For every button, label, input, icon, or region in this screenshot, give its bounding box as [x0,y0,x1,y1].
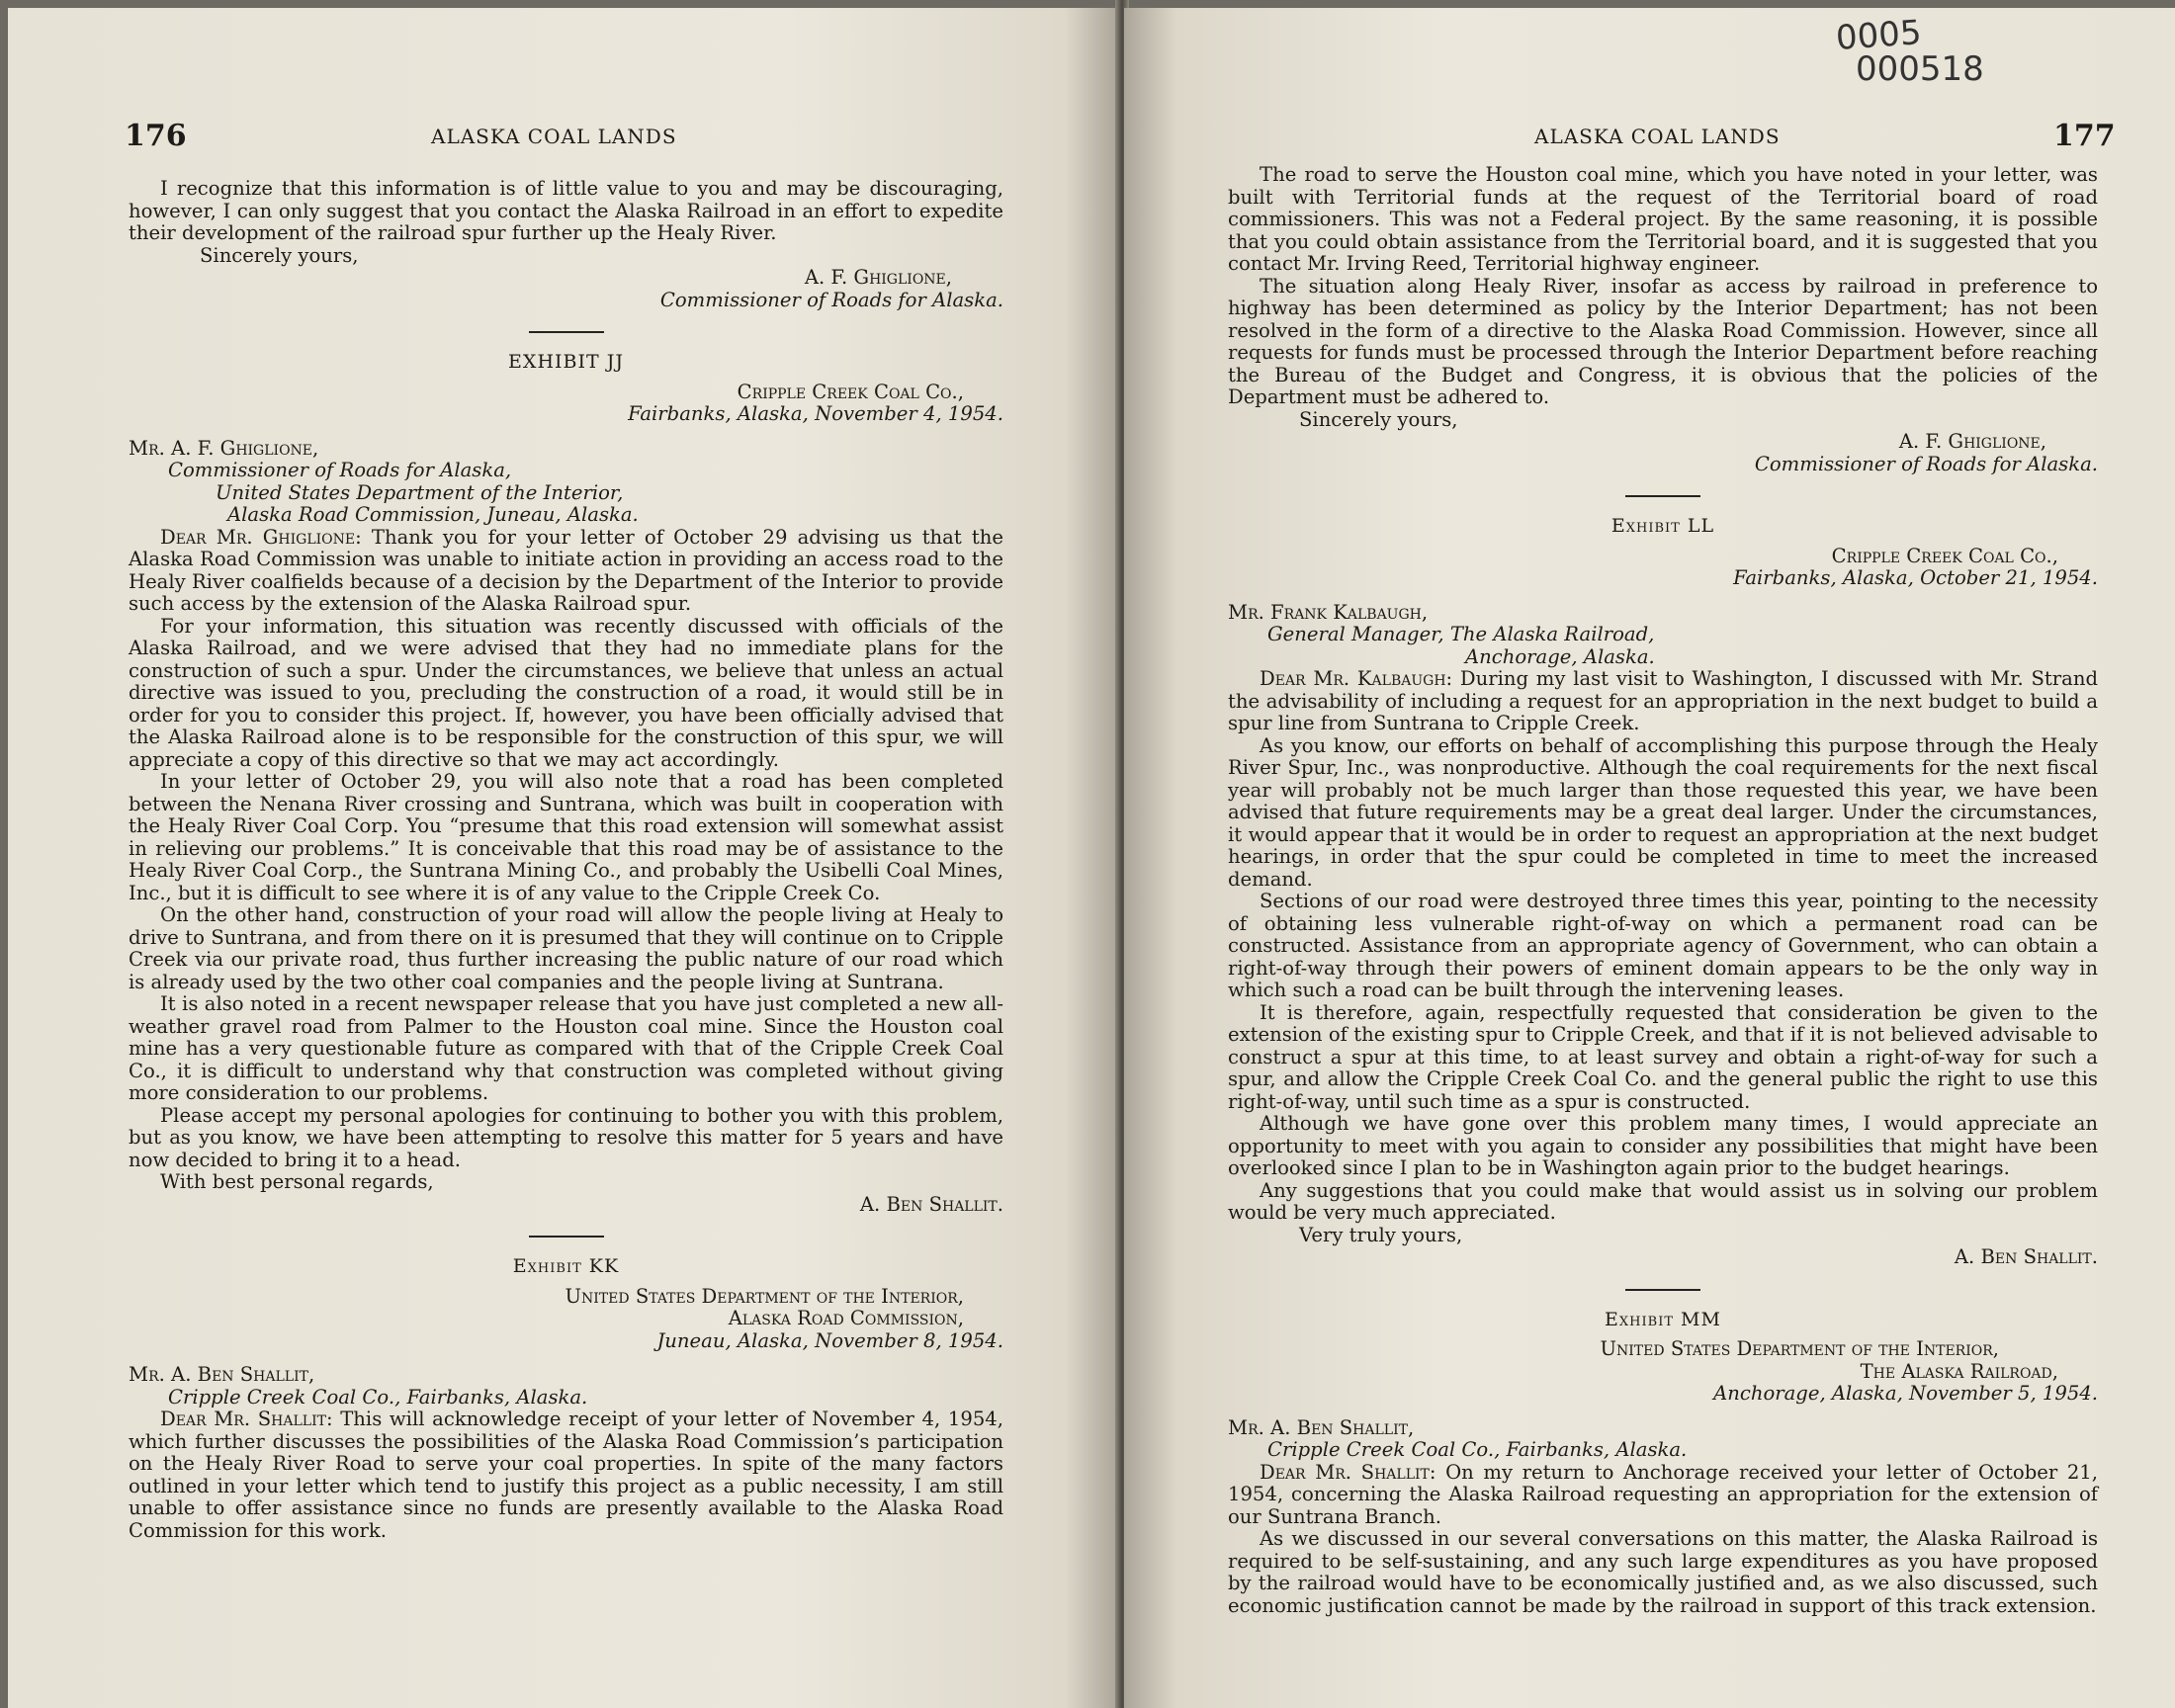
intro-paragraph: I recognize that this information is of little value to you and may be discouraging, however, I can only suggest that you contact the Alaska Railroad in an effort to expedite their development of the railroad spur further up the Healy River. [129,177,1003,244]
signer: A. Ben Shallit. [1954,1245,2098,1268]
signer-name: A. F. Ghiglione, [1898,430,2046,453]
running-head: ALASKA COAL LANDS [1534,125,1781,148]
letter-date: Juneau, Alaska, November 8, 1954. [656,1328,1003,1352]
handwritten-number: 000518 [1856,49,1984,89]
letter-paragraph: On the other hand, construction of your road will allow the people living at Healy to drive to Suntrana, and from there on it is presumed that they will continue on to Cripple Creek via our private road, thus further increasing the public nature of our road which is already used by the two other coal companies and the people living at Suntrana. [129,903,1003,993]
letter-paragraph [1228,1462,2098,1529]
address-line: Cripple Creek Coal Co., Fairbanks, Alaska. [168,1385,588,1409]
addressee: Mr. A. F. Ghiglione, [129,436,319,460]
letter-paragraph: The road to serve the Houston coal mine, which you have noted in your letter, was built with Territorial funds at the request of the Territorial board of road commissioners. This was not a Federal project. By the same reasoning, it is possible that you could obtain assistance from the Territorial board, and it is suggested that you contact Mr. Irving Reed, Territorial highway engineer. [1228,163,2098,275]
salutation: Dear Mr. Ghiglione: [160,525,362,549]
left-page [8,8,1120,1708]
letter-paragraph: It is also noted in a recent newspaper release that you have just completed a new all-weather gravel road from Palmer to the Houston coal mine. Since the Houston coal mine has a very questionable future as compared with that of the Cripple Creek Coal Co., it is difficult to understand why that construction was completed without giving more consideration to our problems. [129,992,1003,1104]
signer: A. Ben Shallit. [859,1192,1003,1216]
letter-date: Fairbanks, Alaska, November 4, 1954. [628,402,1003,425]
letter-paragraph: As you know, our efforts on behalf of accomplishing this purpose through the Healy River Spur, Inc., was nonproductive. Although the coal requirements for the next fiscal year will probably not be much larger than those requested this year, we have been advised that future requirements may be a great deal larger. Under the circumstances, it would appear that it would be in order to request an appropriation at the next budget hearings, in order that the spur could be completed in time to meet the increased demand. [1228,733,2098,891]
right-column [1228,164,2098,1617]
letter-text: On my return to Anchorage received your letter of October 21, 1954, concerning the Alaska Railroad requesting an appropriation for the extension of our Suntrana Branch. [1228,1460,2098,1528]
right-page [1124,8,2175,1708]
letter-paragraph [129,1409,1003,1542]
page-number: 176 [125,119,187,153]
closing: Sincerely yours, [200,243,359,267]
addressee: Mr. A. Ben Shallit, [129,1363,315,1386]
address-line: Commissioner of Roads for Alaska, [168,459,512,481]
letter-paragraph: Any suggestions that you could make that would assist us in solving our problem would be very much appreciated. [1228,1178,2098,1224]
salutation: Dear Mr. Shallit: [1260,1460,1436,1484]
closing: Very truly yours, [1299,1223,1463,1246]
exhibit-title: EXHIBIT JJ [508,351,624,373]
closing: With best personal regards, [160,1170,434,1193]
divider [529,1236,604,1238]
letter-from: The Alaska Railroad, [1860,1359,2058,1383]
page-number: 177 [2053,119,2116,153]
salutation: Dear Mr. Shallit: [160,1408,333,1430]
letter-text: This will acknowledge receipt of your letter of November 4, 1954, which further discusses the possibilities of the Alaska Road Commission’s participation on the Healy River Road to serve your coal properties. In spite of the many factors outlined in your letter which tend to justify this project as a public necessity, I am still unable to offer assistance since no funds are presently available to the Alaska Road Commission for this work. [129,1408,1003,1542]
addressee: Mr. A. Ben Shallit, [1228,1415,1415,1439]
salutation: Dear Mr. Kalbaugh: [1260,667,1453,690]
letter-date: Fairbanks, Alaska, October 21, 1954. [1733,566,2098,589]
address-line: United States Department of the Interior, [216,480,624,504]
letter-from: United States Department of the Interior, [565,1284,964,1308]
letter-date: Anchorage, Alaska, November 5, 1954. [1713,1382,2098,1405]
divider [1625,495,1700,497]
letter-from: Alaska Road Commission, [728,1307,964,1329]
letter-paragraph [129,527,1003,616]
letter-paragraph: Please accept my personal apologies for continuing to bother you with this problem, but as you know, we have been attempting to resolve this matter for 5 years and have now decided to bring it to a head. [129,1103,1003,1171]
addressee: Mr. Frank Kalbaugh, [1228,600,1429,624]
address-line: Alaska Road Commission, Juneau, Alaska. [227,503,639,526]
signer-title: Commissioner of Roads for Alaska. [1754,452,2098,475]
letter-paragraph: Sections of our road were destroyed three times this year, pointing to the necessity of obtaining less vulnerable right-of-way on which a permanent road can be constructed. Assistance from an appropriate agency of Government, who can obtain a right-of-way through their powers of eminent domain appears to be the only way in which such a road can be built through the intervening leases. [1228,890,2098,1001]
letter-paragraph: The situation along Healy River, insofar as access by railroad in preference to highway has been determined as policy by the Interior Department; has not been resolved in the form of a directive to the Alaska Road Commission. However, since all requests for funds must be processed through the Interior Department before reaching the Bureau of the Budget and Congress, it is obvious that the policies of the Department must be adhered to. [1228,274,2098,408]
letter-paragraph: Although we have gone over this problem many times, I would appreciate an opportunity to meet with you again to consider any possibilities that might have been overlooked since I plan to be in Washington again prior to the budget hearings. [1228,1112,2098,1179]
left-column [129,178,1003,1542]
letter-paragraph: As we discussed in our several conversations on this matter, the Alaska Railroad is required to be self-sustaining, and any such large expenditures as you have proposed by the railroad would have to be economically justified and, as we also discussed, such economic justification cannot be made by the railroad in support of this track extension. [1228,1527,2098,1617]
address-line: Cripple Creek Coal Co., Fairbanks, Alaska. [1267,1438,1688,1461]
signer-title: Commissioner of Roads for Alaska. [659,288,1003,311]
letter-paragraph: For your information, this situation was recently discussed with officials of the Alaska Railroad, and we were advised that they had no immediate plans for the construction of such a spur. Under the circumstances, we believe that unless an actual directive was issued to you, precluding the construction of a road, it would still be in order for you to consider this project. If, however, you have been officially advised that the Alaska Railroad alone is to be responsible for the construction of this spur, we will appreciate a copy of this directive so that we may act accordingly. [129,614,1003,771]
letter-text: During my last visit to Washington, I discussed with Mr. Strand the advisability of including a request for an appropriation in the next budget to build a spur line from Suntrana to Cripple Creek. [1228,667,2099,734]
exhibit-title: Exhibit MM [1605,1308,1721,1330]
exhibit-title: Exhibit LL [1610,515,1715,537]
divider [529,331,604,333]
letter-from: Cripple Creek Coal Co., [737,380,964,403]
letter-from: Cripple Creek Coal Co., [1831,544,2058,567]
closing: Sincerely yours, [1299,407,1458,431]
exhibit-title: Exhibit KK [512,1255,620,1277]
signer-name: A. F. Ghiglione, [804,266,952,289]
letter-paragraph [1228,668,2098,735]
letter-from: United States Department of the Interior, [1600,1337,1999,1360]
handwritten-mark: 0005 [1834,13,1923,58]
running-head: ALASKA COAL LANDS [431,125,677,148]
address-line: General Manager, The Alaska Railroad, [1267,623,1655,645]
divider [1625,1289,1700,1291]
letter-paragraph: It is therefore, again, respectfully requested that consideration be given to the extension of the existing spur to Cripple Creek, and that if it is not believed advisable to construct a spur at this time, to at least survey and obtain a right-of-way for such a spur, and allow the Cripple Creek Coal Co. and the general public the right to use this right-of-way, until such time as a spur is constructed. [1228,1000,2098,1113]
letter-text: Thank you for your letter of October 29 advising us that the Alaska Road Commission was unable to initiate action in providing an access road to the Healy River coalfields because of a decision by the Department of the Interior to provide such access by the extension of the Alaska Railroad spur. [129,525,1003,615]
letter-paragraph: In your letter of October 29, you will also note that a road has been completed between the Nenana River crossing and Suntrana, which was built in cooperation with the Healy River Coal Corp. You “presume that this road extension will somewhat assist in relieving our problems.” It is conceivable that this road may be of assistance to the Healy River Coal Corp., the Suntrana Mining Co., and probably the Usibelli Coal Mines, Inc., but it is difficult to see where it is of any value to the Cripple Creek Co. [129,770,1003,904]
address-line: Anchorage, Alaska. [1465,644,1655,668]
